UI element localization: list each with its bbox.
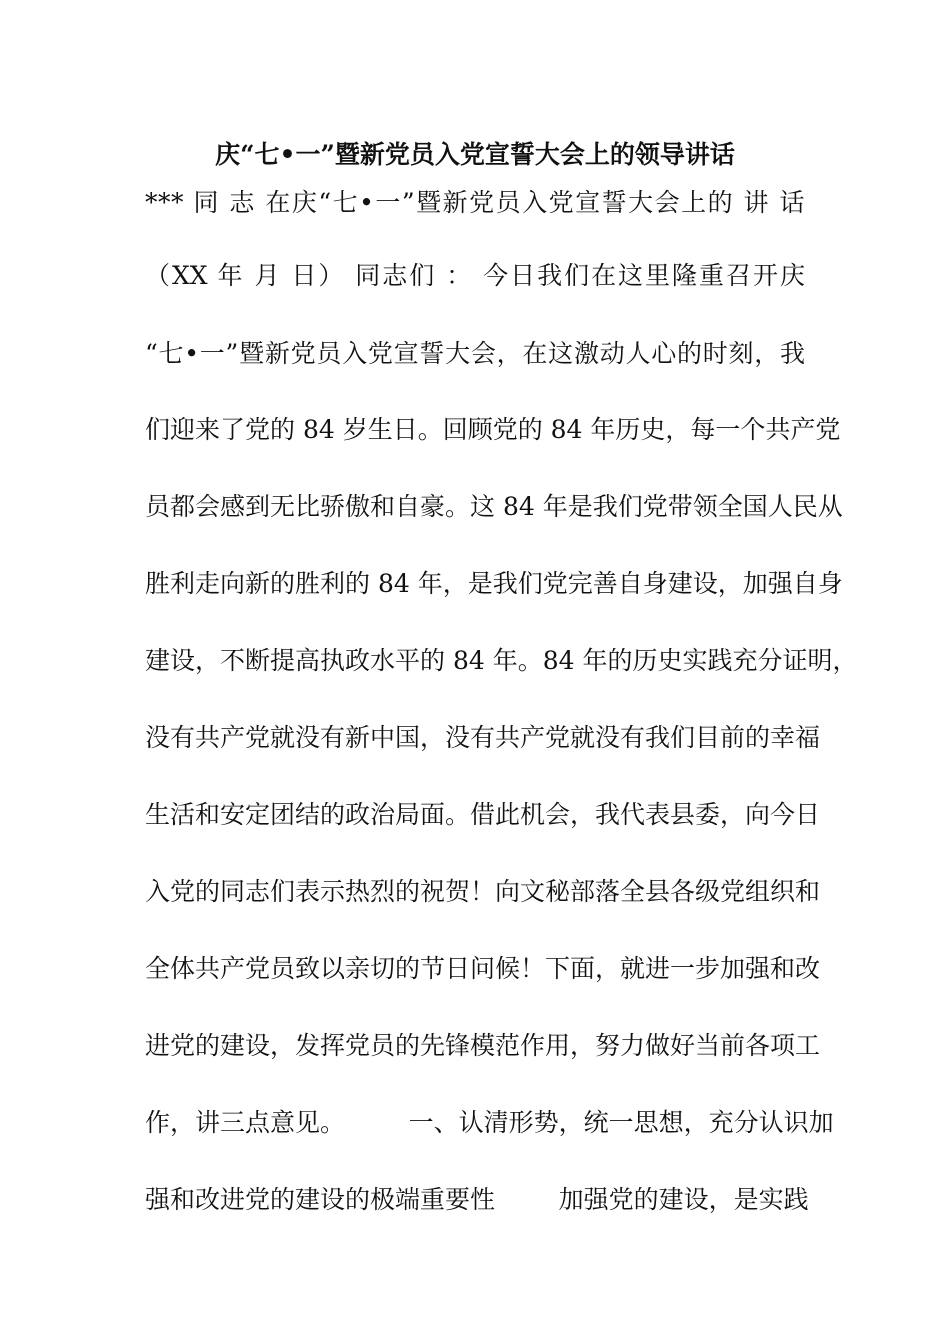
body-line: （XX 年 月 日） 同志们 ： 今日我们在这里隆重召开庆 (145, 261, 805, 290)
body-line: “七•一”暨新党员入党宣誓大会，在这激动人心的时刻，我 (145, 339, 805, 368)
body-line: 建设，不断提高执政水平的 84 年。84 年的历史实践充分证明， (145, 646, 858, 675)
body-line: 入党的同志们表示热烈的祝贺！向文秘部落全县各级党组织和 (145, 877, 821, 906)
body-line: 员都会感到无比骄傲和自豪。这 84 年是我们党带领全国人民从 (145, 492, 843, 521)
speech-subtitle-line: *** 同 志 在庆“七•一”暨新党员入党宣誓大会上的 讲 话 (145, 188, 805, 217)
body-line: 全体共产党员致以亲切的节日问候！下面，就进一步加强和改 (145, 954, 821, 983)
body-line: 强和改进党的建设的极端重要性 加强党的建设，是实践 (145, 1185, 809, 1214)
body-line: 作，讲三点意见。 一、认清形势，统一思想，充分认识加 (145, 1108, 834, 1137)
body-line: 胜利走向新的胜利的 84 年，是我们党完善自身建设，加强自身 (145, 569, 843, 598)
body-line: 们迎来了党的 84 岁生日。回顾党的 84 年历史，每一个共产党 (145, 415, 841, 444)
body-line: 进党的建设，发挥党员的先锋模范作用，努力做好当前各项工 (145, 1031, 821, 1060)
body-line: 生活和安定团结的政治局面。借此机会，我代表县委，向今日 (145, 800, 821, 829)
body-line: 没有共产党就没有新中国，没有共产党就没有我们目前的幸福 (145, 723, 821, 752)
document-title: 庆“七•一”暨新党员入党宣誓大会上的领导讲话 (215, 140, 735, 169)
